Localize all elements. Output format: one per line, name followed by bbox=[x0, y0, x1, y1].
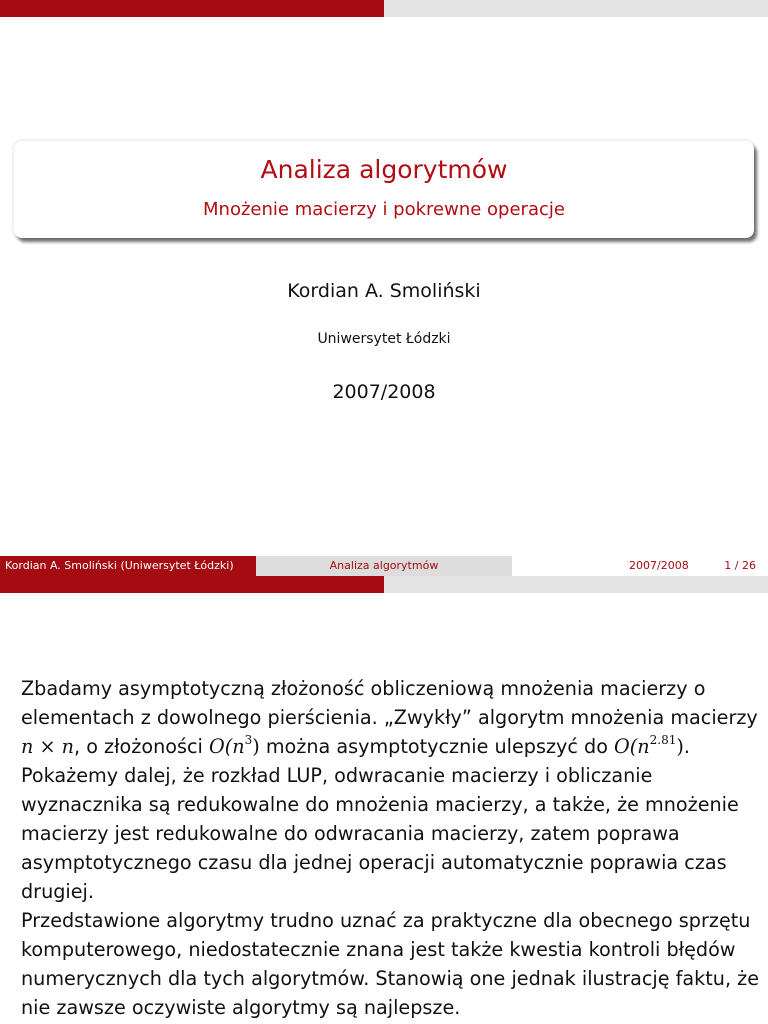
footer-date: 2007/2008 bbox=[629, 559, 689, 572]
math-o-n281 bbox=[614, 732, 684, 758]
math-o-n281-close: ) bbox=[676, 735, 684, 758]
p1-text-2: , o złożoności bbox=[74, 735, 209, 758]
p1-text-4: . Pokażemy dalej, że rozkład LUP, odwracanie macierzy i obliczanie wyznacznika są redukowalne do mnożenia macierzy, a także, że mnożenie macierzy jest redukowalne do odwracania macierzy, zatem poprawa asymptotycznego czasu dla jednej operacji automatycznie poprawia czas drugiej. bbox=[21, 735, 739, 903]
math-o-n3 bbox=[209, 732, 260, 758]
paragraph-2: Przedstawione algorytmy trudno uznać za praktyczne dla obecnego sprzętu komputerowego, niedostatecznie znana jest także kwestia kontroli błędów numerycznych dla tych algorytmów. Stanowią one jednak ilustrację faktu, że nie zawsze oczywiste algorytmy są najlepsze. bbox=[21, 909, 760, 1019]
slide-footer bbox=[0, 556, 768, 576]
footer-page-number: 1 / 26 bbox=[724, 559, 756, 572]
math-o-n281-base: O(n bbox=[614, 735, 650, 758]
footer-right bbox=[512, 556, 768, 576]
paragraph-1 bbox=[21, 674, 761, 906]
header-bar-red bbox=[0, 0, 384, 17]
presentation-date: 2007/2008 bbox=[332, 381, 436, 403]
p1-text-1: Zbadamy asymptotyczną złożoność obliczeniową mnożenia macierzy o elementach z dowolnego pierścienia. „Zwykły” algorytm mnożenia macierzy bbox=[21, 677, 758, 729]
math-o-n281-exp: 2.81 bbox=[649, 732, 677, 747]
footer-author: Kordian A. Smoliński (Uniwersytet Łódzki) bbox=[0, 556, 256, 576]
slide2-header-bar bbox=[0, 576, 768, 593]
institute-name: Uniwersytet Łódzki bbox=[317, 331, 451, 347]
math-n-by-n: n × n bbox=[21, 735, 74, 758]
math-o-n3-exp: 3 bbox=[244, 732, 253, 747]
slide1-header-bar bbox=[0, 0, 768, 17]
presentation-title: Analiza algorytmów bbox=[260, 155, 508, 184]
header-bar-red bbox=[0, 576, 384, 593]
header-bar-grey bbox=[384, 0, 768, 17]
math-o-n3-base: O(n bbox=[209, 735, 245, 758]
p1-text-3: można asymptotycznie ulepszyć do bbox=[259, 735, 615, 758]
slide2-body bbox=[21, 674, 761, 1022]
math-o-n3-close: ) bbox=[252, 735, 260, 758]
header-bar-grey bbox=[384, 576, 768, 593]
presentation-subtitle: Mnożenie macierzy i pokrewne operacje bbox=[203, 199, 565, 220]
footer-title: Analiza algorytmów bbox=[256, 556, 512, 576]
author-name: Kordian A. Smoliński bbox=[287, 280, 481, 302]
